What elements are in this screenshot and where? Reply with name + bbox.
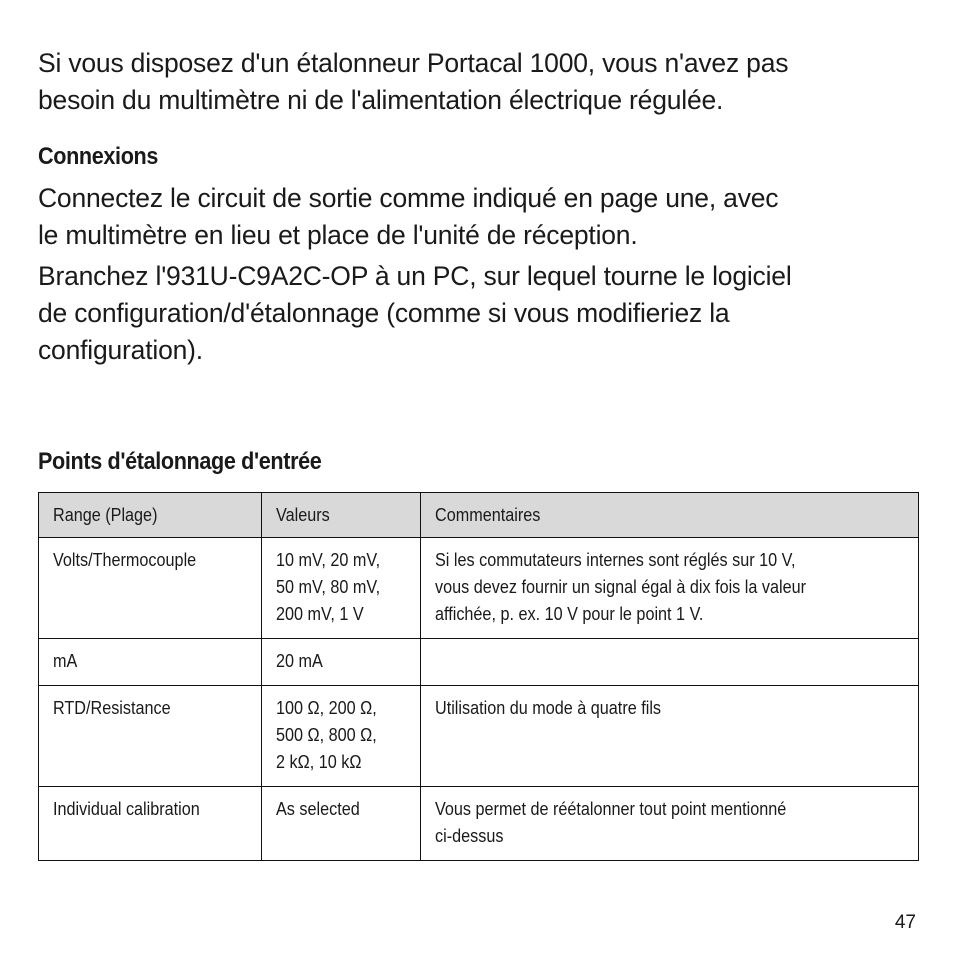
- valeurs-cell: As selected: [262, 787, 421, 861]
- commentaires-cell: Si les commutateurs internes sont réglés sur 10 V, vous devez fournir un signal égal à dix fois la valeur affichée, p. ex. 10 V pour le point 1 V.: [421, 538, 919, 639]
- table-row: [39, 538, 919, 639]
- table-row: [39, 686, 919, 787]
- intro-line-2: besoin du multimètre ni de l'alimentation électrique régulée.: [38, 85, 724, 115]
- table-row: [39, 787, 919, 861]
- connexions-p2-line-1: Branchez l'931U-C9A2C-OP à un PC, sur lequel tourne le logiciel: [38, 261, 792, 291]
- intro-line-1: Si vous disposez d'un étalonneur Portacal 1000, vous n'avez pas: [38, 48, 789, 78]
- range-cell: Volts/Thermocouple: [39, 538, 262, 639]
- column-header-range: Range (Plage): [39, 493, 262, 538]
- connexions-p2-line-2: de configuration/d'étalonnage (comme si vous modifieriez la: [38, 298, 730, 328]
- intro-paragraph: [38, 45, 918, 119]
- connexions-p1-line-2: le multimètre en lieu et place de l'unité de réception.: [38, 220, 638, 250]
- column-header-valeurs: Valeurs: [262, 493, 421, 538]
- valeurs-cell: 20 mA: [262, 639, 421, 686]
- valeurs-cell: 10 mV, 20 mV, 50 mV, 80 mV, 200 mV, 1 V: [262, 538, 421, 639]
- commentaires-cell: [421, 639, 919, 686]
- page-number: 47: [894, 912, 916, 933]
- points-heading: Points d'étalonnage d'entrée: [38, 448, 322, 475]
- range-cell: Individual calibration: [39, 787, 262, 861]
- connexions-heading: Connexions: [38, 143, 159, 170]
- connexions-paragraph-2: [38, 258, 918, 369]
- commentaires-cell: Utilisation du mode à quatre fils: [421, 686, 919, 787]
- table-header-row: [39, 493, 919, 538]
- table-row: [39, 639, 919, 686]
- range-cell: mA: [39, 639, 262, 686]
- calibration-points-table: [38, 492, 919, 861]
- valeurs-cell: 100 Ω, 200 Ω, 500 Ω, 800 Ω, 2 kΩ, 10 kΩ: [262, 686, 421, 787]
- column-header-commentaires: Commentaires: [421, 493, 919, 538]
- commentaires-cell: Vous permet de réétalonner tout point mentionné ci-dessus: [421, 787, 919, 861]
- range-cell: RTD/Resistance: [39, 686, 262, 787]
- connexions-paragraph-1: [38, 180, 918, 254]
- connexions-p2-line-3: configuration).: [38, 335, 203, 365]
- connexions-p1-line-1: Connectez le circuit de sortie comme indiqué en page une, avec: [38, 183, 779, 213]
